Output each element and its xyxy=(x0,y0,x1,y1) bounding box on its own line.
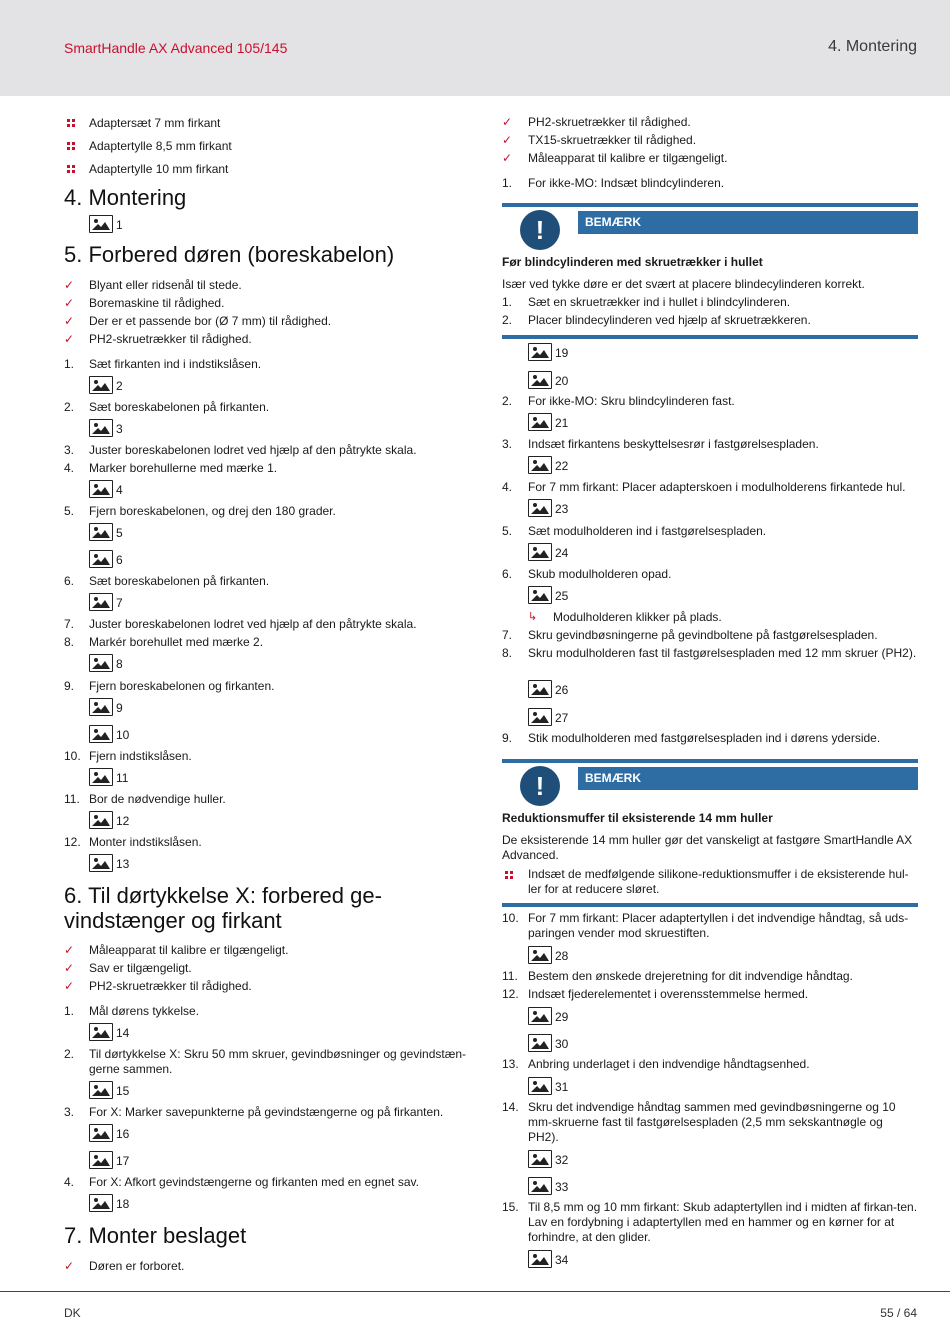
image-number: 13 xyxy=(116,857,130,871)
image-icon xyxy=(89,550,113,568)
step-text: Fjern indstikslåsen. xyxy=(89,749,192,763)
note-bottom-bar xyxy=(502,903,918,907)
step-text: For X: Afkort gevindstængerne og firkanten med en egnet sav. xyxy=(89,1175,419,1189)
image-icon xyxy=(89,811,113,829)
check-item: Der er et passende bor (Ø 7 mm) til rådighed. xyxy=(89,314,332,328)
image-icon xyxy=(528,413,552,431)
image-icon xyxy=(89,593,113,611)
list-item: Adaptersæt 7 mm firkant xyxy=(89,116,221,130)
image-number: 3 xyxy=(116,422,123,436)
image-icon xyxy=(89,1194,113,1212)
step-text: For 7 mm firkant: Placer adaptertyllen i det indvendige håndtag, så uds-paringen vender mod skruestiften. xyxy=(528,911,909,940)
result-arrow-icon: ↳ xyxy=(528,611,538,623)
checkmark-icon: ✓ xyxy=(502,115,513,129)
step-number: 8. xyxy=(502,646,513,660)
image-icon xyxy=(89,854,113,872)
square-bullet-icon xyxy=(505,871,514,880)
image-number: 20 xyxy=(555,374,569,388)
image-icon xyxy=(528,708,552,726)
image-icon xyxy=(528,1007,552,1025)
heading-forbered: 5. Forbered døren (boreskabelon) xyxy=(64,242,395,267)
step-number: 3. xyxy=(64,1105,75,1119)
checkmark-icon: ✓ xyxy=(64,296,75,310)
step-text: Indsæt fjederelementet i overensstemmelse hermed. xyxy=(528,987,809,1001)
checkmark-icon: ✓ xyxy=(64,314,75,328)
image-number: 15 xyxy=(116,1084,130,1098)
checkmark-icon: ✓ xyxy=(64,1259,75,1273)
step-text: Skub modulholderen opad. xyxy=(528,567,672,581)
image-number: 31 xyxy=(555,1080,569,1094)
step-number: 3. xyxy=(502,437,513,451)
result-text: Modulholderen klikker på plads. xyxy=(553,610,722,624)
chapter-title: 4. Montering xyxy=(828,38,917,55)
image-icon xyxy=(89,698,113,716)
image-icon xyxy=(89,523,113,541)
image-icon xyxy=(89,376,113,394)
image-icon xyxy=(528,456,552,474)
step-number: 9. xyxy=(64,679,75,693)
step-number: 6. xyxy=(64,574,75,588)
checkmark-icon: ✓ xyxy=(64,961,75,975)
step-text: Mål dørens tykkelse. xyxy=(89,1004,200,1018)
step-text: Fjern boreskabelonen, og drej den 180 grader. xyxy=(89,504,336,518)
check-item: PH2-skruetrækker til rådighed. xyxy=(528,115,691,129)
image-number: 26 xyxy=(555,683,569,697)
image-number: 24 xyxy=(555,546,569,560)
step-number: 11. xyxy=(64,792,80,806)
step-number: 8. xyxy=(64,635,75,649)
check-item: PH2-skruetrækker til rådighed. xyxy=(89,979,252,993)
image-number: 7 xyxy=(116,596,123,610)
step-number: 5. xyxy=(64,504,75,518)
square-bullet-icon xyxy=(67,119,76,128)
check-item: TX15-skruetrækker til rådighed. xyxy=(528,133,697,147)
step-number: 3. xyxy=(64,443,75,457)
image-icon xyxy=(528,586,552,604)
image-number: 12 xyxy=(116,814,130,828)
image-number: 4 xyxy=(116,483,123,497)
step-number: 15. xyxy=(502,1200,519,1214)
step-number: 10. xyxy=(502,911,519,925)
image-icon xyxy=(528,1077,552,1095)
image-number: 34 xyxy=(555,1253,569,1267)
image-number: 17 xyxy=(116,1154,130,1168)
image-icon xyxy=(528,1034,552,1052)
step-number: 10. xyxy=(64,749,81,763)
image-icon xyxy=(528,946,552,964)
step-number: 2. xyxy=(64,400,75,414)
checkmark-icon: ✓ xyxy=(64,979,75,993)
image-number: 23 xyxy=(555,502,569,516)
exclamation-icon: ! xyxy=(520,766,560,806)
check-item: Sav er tilgængeligt. xyxy=(89,961,192,975)
note-title: Før blindcylinderen med skruetrækker i hullet xyxy=(502,255,763,269)
step-number: 2. xyxy=(502,313,513,327)
image-icon xyxy=(528,499,552,517)
step-text: Anbring underlaget i den indvendige håndtagsenhed. xyxy=(528,1057,810,1071)
checkmark-icon: ✓ xyxy=(64,278,75,292)
step-text: Fjern boreskabelonen og firkanten. xyxy=(89,679,275,693)
heading-monter: 7. Monter beslaget xyxy=(64,1223,247,1248)
step-number: 1. xyxy=(64,1004,75,1018)
note-top-bar xyxy=(502,203,918,207)
step-text: Juster boreskabelonen lodret ved hjælp af den påtrykte skala. xyxy=(89,443,417,457)
step-number: 14. xyxy=(502,1100,519,1114)
image-icon xyxy=(528,543,552,561)
step-number: 1. xyxy=(64,357,75,371)
step-number: 2. xyxy=(502,394,513,408)
step-number: 7. xyxy=(64,617,75,631)
step-text: For ikke-MO: Indsæt blindcylinderen. xyxy=(528,176,725,190)
page-header xyxy=(0,0,950,96)
check-item: Boremaskine til rådighed. xyxy=(89,296,225,310)
image-number: 18 xyxy=(116,1197,130,1211)
step-text: For X: Marker savepunkterne på gevindstængerne og på firkanten. xyxy=(89,1105,444,1119)
page-number: 55 / 64 xyxy=(880,1306,917,1320)
list-item: Adaptertylle 8,5 mm firkant xyxy=(89,139,232,153)
image-number: 21 xyxy=(555,416,569,430)
image-number: 9 xyxy=(116,701,123,715)
check-item: PH2-skruetrækker til rådighed. xyxy=(89,332,252,346)
step-text: Sæt en skruetrækker ind i hullet i blindcylinderen. xyxy=(528,295,791,309)
step-text: Monter indstikslåsen. xyxy=(89,835,202,849)
list-item: Adaptertylle 10 mm firkant xyxy=(89,162,229,176)
step-number: 1. xyxy=(502,176,513,190)
step-text: Til 8,5 mm og 10 mm firkant: Skub adaptertyllen ind i midten af firkan-ten. Lav en fordybning i adaptertyllen med en hammer og en kørner for at forhindre, at den glider. xyxy=(528,1200,918,1244)
step-text: Skru modulholderen fast til fastgørelsespladen med 12 mm skruer (PH2). xyxy=(528,646,917,660)
image-icon xyxy=(528,680,552,698)
step-text: Placer blindecylinderen ved hjælp af skruetrækkeren. xyxy=(528,313,811,327)
document-title: SmartHandle AX Advanced 105/145 xyxy=(64,40,288,56)
image-icon xyxy=(89,1124,113,1142)
step-text: Til dørtykkelse X: Skru 50 mm skruer, gevindbøsninger og gevindstæn-gerne sammen. xyxy=(89,1047,467,1076)
step-text: Indsæt firkantens beskyttelsesrør i fastgørelsespladen. xyxy=(528,437,819,451)
square-bullet-icon xyxy=(67,165,76,174)
square-bullet-icon xyxy=(67,142,76,151)
image-number: 5 xyxy=(116,526,123,540)
step-text: Stik modulholderen med fastgørelsespladen ind i dørens yderside. xyxy=(528,731,881,745)
checkmark-icon: ✓ xyxy=(502,151,513,165)
step-text: Sæt boreskabelonen på firkanten. xyxy=(89,400,270,414)
image-number: 30 xyxy=(555,1037,569,1051)
step-text: For 7 mm firkant: Placer adapterskoen i modulholderens firkantede hul. xyxy=(528,480,906,494)
step-number: 11. xyxy=(502,969,518,983)
step-number: 13. xyxy=(502,1057,519,1071)
image-number: 16 xyxy=(116,1127,130,1141)
image-icon xyxy=(89,215,113,233)
image-number: 19 xyxy=(555,346,569,360)
step-number: 6. xyxy=(502,567,513,581)
image-icon xyxy=(89,1081,113,1099)
step-number: 9. xyxy=(502,731,513,745)
image-icon xyxy=(89,1151,113,1169)
heading-dortykkelse-line1: 6. Til dørtykkelse X: forbered ge- xyxy=(64,883,382,908)
image-number: 33 xyxy=(555,1180,569,1194)
step-number: 2. xyxy=(64,1047,75,1061)
footer-divider xyxy=(0,1291,950,1292)
exclamation-icon: ! xyxy=(520,210,560,250)
step-text: Marker borehullerne med mærke 1. xyxy=(89,461,278,475)
heading-dortykkelse-line2: vindstænger og firkant xyxy=(64,908,282,933)
step-text: Sæt boreskabelonen på firkanten. xyxy=(89,574,270,588)
image-number: 1 xyxy=(116,218,123,232)
note-title: Reduktionsmuffer til eksisterende 14 mm huller xyxy=(502,811,773,825)
image-icon xyxy=(89,419,113,437)
step-text: Bor de nødvendige huller. xyxy=(89,792,226,806)
step-number: 4. xyxy=(502,480,513,494)
note-body: Især ved tykke døre er det svært at placere blindecylinderen korrekt. xyxy=(502,277,865,291)
step-number: 12. xyxy=(64,835,81,849)
image-number: 32 xyxy=(555,1153,569,1167)
image-icon xyxy=(89,768,113,786)
image-number: 11 xyxy=(116,771,129,785)
check-item: Blyant eller ridsenål til stede. xyxy=(89,278,242,292)
image-icon xyxy=(528,371,552,389)
step-number: 7. xyxy=(502,628,513,642)
step-text: Markér borehullet med mærke 2. xyxy=(89,635,264,649)
checkmark-icon: ✓ xyxy=(502,133,513,147)
step-text: Juster boreskabelonen lodret ved hjælp af den påtrykte skala. xyxy=(89,617,417,631)
step-number: 4. xyxy=(64,461,75,475)
image-number: 8 xyxy=(116,657,123,671)
image-number: 6 xyxy=(116,553,123,567)
step-number: 5. xyxy=(502,524,513,538)
heading-montering: 4. Montering xyxy=(64,185,187,210)
checkmark-icon: ✓ xyxy=(64,943,75,957)
note-body: De eksisterende 14 mm huller gør det vanskeligt at fastgøre SmartHandle AX Advanced. xyxy=(502,833,913,862)
step-text: Skru gevindbøsningerne på gevindboltene på fastgørelsespladen. xyxy=(528,628,878,642)
image-icon xyxy=(528,1177,552,1195)
image-icon xyxy=(89,1023,113,1041)
check-item: Døren er forboret. xyxy=(89,1259,185,1273)
image-number: 2 xyxy=(116,379,123,393)
image-number: 29 xyxy=(555,1010,569,1024)
image-number: 22 xyxy=(555,459,569,473)
image-icon xyxy=(89,725,113,743)
step-number: 1. xyxy=(502,295,513,309)
image-number: 25 xyxy=(555,589,569,603)
step-text: For ikke-MO: Skru blindcylinderen fast. xyxy=(528,394,735,408)
image-icon xyxy=(89,480,113,498)
step-text: Bestem den ønskede drejeretning for dit indvendige håndtag. xyxy=(528,969,853,983)
step-number: 12. xyxy=(502,987,519,1001)
note-badge: BEMÆRK xyxy=(578,767,918,790)
image-number: 28 xyxy=(555,949,569,963)
note-top-bar xyxy=(502,759,918,763)
image-number: 10 xyxy=(116,728,130,742)
note-bottom-bar xyxy=(502,335,918,339)
check-item: Måleapparat til kalibre er tilgængeligt. xyxy=(528,151,728,165)
image-icon xyxy=(528,343,552,361)
image-icon xyxy=(528,1250,552,1268)
checkmark-icon: ✓ xyxy=(64,332,75,346)
step-text: Skru det indvendige håndtag sammen med gevindbøsningerne og 10 mm-skruerne fast til fastgørelsespladen (2,5 mm sekskantnøgle og PH2). xyxy=(528,1100,896,1144)
note-item: Indsæt de medfølgende silikone-reduktionsmuffer i de eksisterende hul-ler for at reducere sløret. xyxy=(528,867,909,896)
step-text: Sæt modulholderen ind i fastgørelsespladen. xyxy=(528,524,767,538)
step-text: Sæt firkanten ind i indstikslåsen. xyxy=(89,357,262,371)
image-number: 27 xyxy=(555,711,569,725)
footer-language: DK xyxy=(64,1306,81,1320)
check-item: Måleapparat til kalibre er tilgængeligt. xyxy=(89,943,289,957)
image-icon xyxy=(528,1150,552,1168)
image-icon xyxy=(89,654,113,672)
image-number: 14 xyxy=(116,1026,130,1040)
step-number: 4. xyxy=(64,1175,75,1189)
note-badge: BEMÆRK xyxy=(578,211,918,234)
